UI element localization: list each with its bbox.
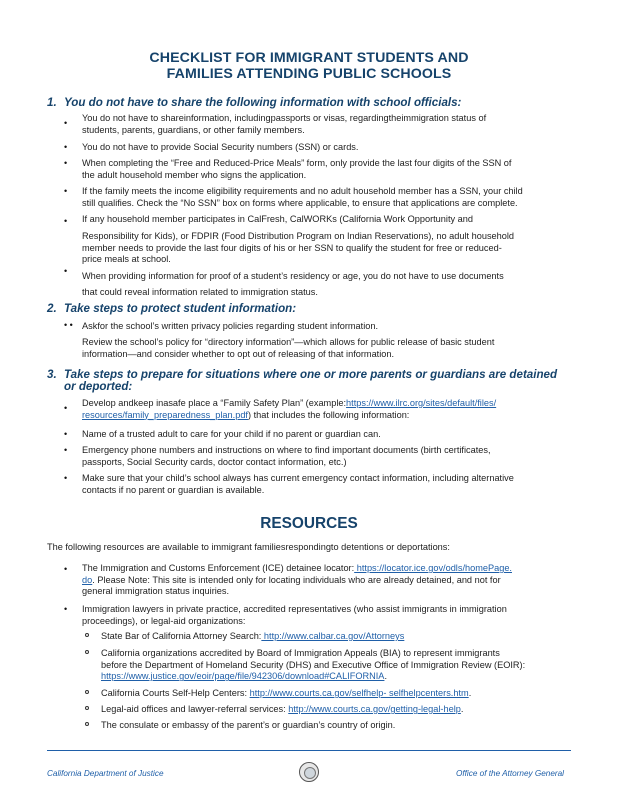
footer-divider: [47, 750, 571, 751]
title-line-2: FAMILIES ATTENDING PUBLIC SCHOOLS: [166, 66, 452, 82]
sub-item-bia: California organizations accredited by Board of Immigration Appeals (BIA) to represent immigrants before the Department of Homeland Security (DHS) and Executive Office of Immigration Review (EOIR): https://www.justice.gov/eoir/page/file/942306/download#CALIFORNIA.: [101, 648, 526, 682]
list-item: You do not have to shareinformation, includingpassports or visas, regardingtheimmigration status of students, parents, guardians, or other family members.: [82, 113, 487, 135]
ice-locator-link[interactable]: do: [82, 574, 93, 585]
resources-intro: The following resources are available to immigrant familiesrespondingto detentions or deportations:: [47, 542, 450, 552]
section-heading-line-1: Take steps to prepare for situations where one or more parents or guardians are detained: [64, 368, 558, 381]
bullet: •: [64, 118, 68, 128]
section-2-heading: [47, 302, 587, 316]
bullet: •: [64, 186, 68, 196]
circle-bullet-icon: [85, 633, 89, 637]
bullet: •: [64, 158, 68, 168]
section-heading-text: Take steps to protect student information:: [64, 302, 297, 315]
list-item: Askfor the school’s written privacy policies regarding student information.: [82, 321, 379, 331]
section-3-heading: [47, 368, 587, 396]
section-1-heading: [47, 96, 587, 110]
section-heading-text: You do not have to share the following information with school officials:: [64, 96, 462, 109]
list-item: You do not have to provide Social Security numbers (SSN) or cards.: [82, 142, 359, 152]
sub-item-self-help: California Courts Self-Help Centers: http://www.courts.ca.gov/selfhelp- selfhelpcenters.htm.: [101, 688, 472, 698]
list-item: If the family meets the income eligibility requirements and no adult household member has a SSN, your child still qualifies. Check the “No SSN” box on forms where applicable, to ensure that applications are complete.: [82, 186, 523, 208]
bullet: •: [64, 403, 68, 413]
section-heading-line-2: or deported:: [64, 380, 133, 393]
footer-right: Office of the Attorney General: [455, 769, 564, 778]
bullet: •: [64, 604, 68, 614]
list-item: Review the school’s policy for “directory information”—which allows for public release of basic student information—and consider whether to opt out of releasing of that information.: [82, 337, 495, 359]
sub-item-consulate: The consulate or embassy of the parent’s or guardian’s country of origin.: [101, 720, 396, 730]
bullet: •: [64, 216, 68, 226]
footer-left: California Department of Justice: [47, 769, 164, 778]
sub-item-legal-aid: Legal-aid offices and lawyer-referral services: http://www.courts.ca.gov/getting-legal-help.: [101, 704, 464, 714]
list-item: When completing the “Free and Reduced-Price Meals” form, only provide the last four digits of the SSN of the adult household member who signs the application.: [82, 158, 512, 180]
section-number: 1.: [47, 96, 57, 109]
bullet: •: [64, 142, 68, 152]
circle-bullet-icon: [85, 706, 89, 710]
bullet: •: [64, 429, 68, 439]
bullet-pair: • •: [64, 320, 73, 330]
sub-item-state-bar: State Bar of California Attorney Search: http://www.calbar.ca.gov/Attorneys: [101, 631, 405, 641]
state-seal-icon: [299, 762, 319, 782]
family-plan-link[interactable]: https://www.ilrc.org/sites/default/files/: [346, 398, 497, 408]
self-help-link[interactable]: http://www.courts.ca.gov/selfhelp- selfhelpcenters.htm: [249, 688, 469, 698]
family-plan-link[interactable]: resources/family_preparedness_plan.pdf: [82, 409, 248, 420]
calbar-link[interactable]: http://www.calbar.ca.gov/Attorneys: [261, 631, 405, 641]
circle-bullet-icon: [85, 650, 89, 654]
bullet: •: [64, 266, 68, 276]
legal-help-link[interactable]: http://www.courts.ca.gov/getting-legal-help: [288, 704, 461, 714]
bullet: •: [64, 473, 68, 483]
section-number: 2.: [47, 302, 57, 315]
bullet: •: [64, 445, 68, 455]
resources-title: RESOURCES: [260, 515, 358, 532]
section-number: 3.: [47, 368, 57, 381]
list-item: Make sure that your child’s school always has current emergency contact information, including alternative contacts if no parent or guardian is available.: [82, 473, 514, 495]
list-item: If any household member participates in CalFresh, CalWORKs (California Work Opportunity and Responsibility for Kids), or FDPIR (Food Distribution Program on Indian Reservations), no adult household member needs to provide the last four digits of his or her SSN to qualify the student for free or reduced- price meals at school.: [82, 214, 515, 265]
list-item: Emergency phone numbers and instructions on where to find important documents (birth certificates, passports, Social Security cards, doctor contact information, etc.): [82, 445, 491, 467]
list-item: Name of a trusted adult to care for your child if no parent or guardian can.: [82, 429, 381, 439]
eoir-link[interactable]: https://www.justice.gov/eoir/page/file/942306/download#CALIFORNIA: [101, 671, 385, 682]
bullet: •: [64, 564, 68, 574]
list-item-ice-locator: The Immigration and Customs Enforcement (ICE) detainee locator: https://locator.ice.gov/odls/homePage. do. Please Note: This site is intended only for locating individuals who are already detained, and not for general immigration status inquiries.: [82, 563, 512, 597]
ice-locator-link[interactable]: https://locator.ice.gov/odls/homePage.: [354, 563, 512, 573]
page-title: [60, 50, 558, 82]
list-item-lawyers: Immigration lawyers in private practice, accredited representatives (who assist immigrants in immigration proceedings), or legal-aid organizations:: [82, 604, 507, 626]
circle-bullet-icon: [85, 690, 89, 694]
list-item: When providing information for proof of a student’s residency or age, you do not have to use documents that could reveal information related to immigration status.: [82, 271, 504, 297]
title-line-1: CHECKLIST FOR IMMIGRANT STUDENTS AND: [149, 50, 469, 66]
list-item-family-safety-plan: Develop andkeep inasafe place a “Family Safety Plan” (example:https://www.ilrc.org/sites/default/files/ resources/family_preparedness_plan.pdf) that includes the following information:: [82, 398, 497, 420]
circle-bullet-icon: [85, 722, 89, 726]
